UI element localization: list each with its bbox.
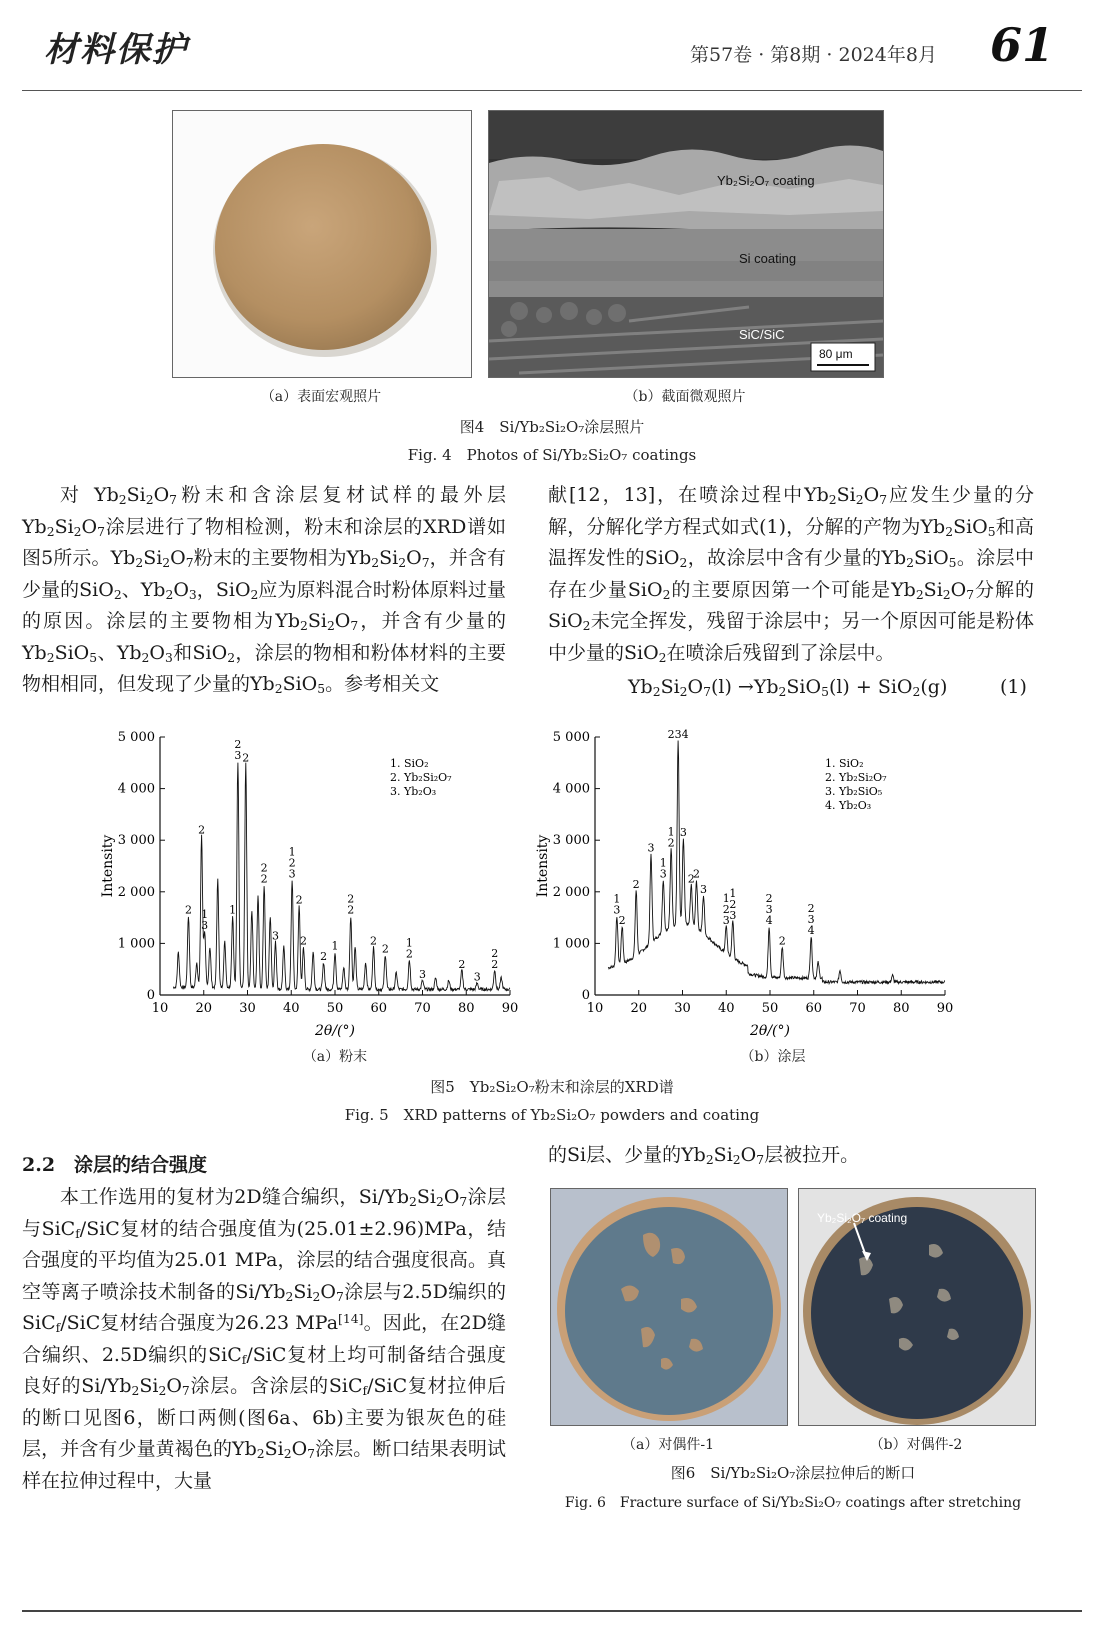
powder-peak-label: 2	[491, 946, 499, 960]
page-number: 61	[990, 18, 1055, 72]
coating-y-tick-label: 4 000	[552, 781, 590, 797]
powder-y-tick-label: 4 000	[117, 781, 155, 797]
coating-peak-label: 2	[778, 934, 786, 948]
coating-peak-label: 3	[729, 908, 737, 922]
powder-x-tick-label: 80	[457, 1001, 475, 1016]
coating-y-tick-label: 0	[581, 988, 590, 1003]
coating-peak-label: 3	[613, 903, 621, 917]
coating-series-line	[608, 741, 945, 984]
fig4-caption-cn: 图4 Si/Yb₂Si₂O₇涂层照片	[459, 418, 645, 436]
fig6-caption-en: Fig. 6 Fracture surface of Si/Yb₂Si₂O₇ coatings after stretching	[564, 1495, 1022, 1511]
coating-peak-label: 3	[659, 867, 667, 881]
coating-peak-label: 2	[687, 872, 695, 886]
issue-info: 第57卷 · 第8期 · 2024年8月	[690, 44, 937, 66]
coating-peak-label: 4	[807, 924, 815, 938]
coating-peak-label: 3	[722, 913, 730, 927]
coating-legend-entry: 2. Yb₂Si₂O₇	[825, 771, 887, 784]
coating-y-tick-label: 3 000	[552, 833, 590, 849]
powder-peak-label: 2	[491, 957, 499, 971]
powder-peak-label: 3	[419, 968, 426, 982]
coating-peak-label: 2	[618, 913, 626, 927]
fig4-caption-en: Fig. 4 Photos of Si/Yb₂Si₂O₇ coatings	[407, 446, 697, 464]
powder-peak-label: 1	[331, 939, 339, 953]
powder-x-tick-label: 40	[282, 1001, 300, 1016]
powder-x-tick-label: 30	[239, 1001, 256, 1016]
cross-section-image	[489, 111, 883, 377]
coating-peak-label: 3	[807, 913, 815, 927]
coating-x-tick-label: 30	[674, 1001, 691, 1016]
coating-peak-label: 2	[722, 902, 730, 916]
coating-peak-label: 1	[613, 892, 621, 906]
powder-x-tick-label: 60	[370, 1001, 388, 1016]
powder-legend-entry: 1. SiO₂	[390, 757, 429, 770]
powder-peak-label: 2	[184, 903, 192, 917]
coating-peak-label: 2	[807, 902, 815, 916]
footer-rule	[22, 1610, 1082, 1612]
powder-peak-label: 2	[347, 892, 355, 906]
fig4b-photo	[488, 110, 884, 378]
powder-peak-label: 3	[272, 929, 279, 943]
equation-number: (1)	[1000, 676, 1027, 698]
coating-legend-entry: 4. Yb₂O₃	[825, 799, 872, 812]
fig6-coating-label: Yb₂Si₂O₇ coating	[817, 1211, 908, 1225]
powder-y-axis-label: Intensity	[100, 834, 116, 898]
equation-1: $Yb_2Si_2O_7(l) \to Yb_2SiO_5(l) + SiO_2(g)$	[628, 676, 948, 700]
powder-peak-label: 3	[473, 970, 481, 984]
coating-peak-label: 3	[700, 882, 707, 896]
powder-peak-label: 1	[229, 903, 237, 917]
coating-peak-label: 1	[722, 891, 730, 905]
right-paragraph-2: 的Si层、少量的$Yb_2Si_2O_7$层被拉开。	[548, 1144, 860, 1168]
fig6a-subcaption: （a）对偶件-1	[622, 1437, 714, 1453]
powder-y-tick-label: 5 000	[117, 730, 155, 745]
coating-peak-label: 234	[667, 728, 689, 742]
powder-x-tick-label: 70	[414, 1001, 431, 1016]
powder-y-tick-label: 1 000	[117, 936, 155, 952]
powder-x-axis-label: 2θ/(°)	[315, 1023, 355, 1039]
fig6b-subcaption: （b）对偶件-2	[869, 1437, 963, 1453]
left-paragraph-1: 对 $Yb_2Si_2O_7$粉末和含涂层复材试样的最外层$Yb_2Si_2O_7$涂层进行了物相检测，粉末和涂层的XRD谱如图5所示。$Yb_2Si_2O_7$粉末的主要物相为$Yb_2Si_2O_7$，并含有少量的SiO$_2$、$Yb_2O_3$，SiO$_2$应为原料混合时粉体原料过量的原因。涂层的主要物相为$Yb_2Si_2O_7$，并含有少量的$Yb_2SiO_5$、$Yb_2O_3$和SiO$_2$，涂层的物相和粉体材料的主要物相相同，但发现了少量的$Yb_2SiO_5$。参考相关文	[22, 484, 506, 697]
powder-y-tick-label: 2 000	[117, 884, 155, 900]
fig5b-subcaption: （b）涂层	[740, 1049, 806, 1065]
powder-series-line	[173, 763, 510, 991]
powder-y-tick-label: 0	[146, 988, 155, 1003]
powder-peak-label: 2	[260, 872, 268, 886]
journal-logo: 材料保护	[44, 30, 188, 70]
coating-x-axis-label: 2θ/(°)	[750, 1023, 790, 1039]
coating-legend-entry: 1. SiO₂	[825, 757, 864, 770]
coating-peak-label: 3	[647, 841, 655, 855]
coating-peak-label: 3	[765, 902, 773, 916]
coating-y-axis-label: Intensity	[535, 834, 551, 898]
coating-x-tick-label: 50	[761, 1001, 779, 1016]
powder-peak-label: 1	[405, 936, 413, 950]
powder-peak-label: 3	[234, 748, 242, 762]
powder-x-tick-label: 20	[195, 1001, 213, 1016]
coating-x-tick-label: 90	[936, 1001, 954, 1016]
fig6-caption-cn: 图6 Si/Yb₂Si₂O₇涂层拉伸后的断口	[670, 1464, 916, 1482]
coating-x-tick-label: 60	[805, 1001, 823, 1016]
coating-peak-label: 1	[729, 886, 737, 900]
powder-peak-label: 2	[260, 861, 268, 875]
coating-x-tick-label: 20	[630, 1001, 648, 1016]
powder-peak-label: 1	[288, 845, 296, 859]
fig6a-photo	[550, 1188, 788, 1426]
fracture-surface-1-image	[551, 1189, 787, 1425]
coating-peak-label: 2	[693, 867, 700, 881]
powder-peak-label: 2	[458, 957, 466, 971]
powder-peak-label: 2	[370, 934, 377, 948]
powder-x-tick-label: 10	[151, 1001, 169, 1016]
powder-peak-label: 2	[198, 823, 206, 837]
powder-x-tick-label: 50	[326, 1001, 344, 1016]
powder-peak-label: 2	[242, 751, 250, 765]
fig5-caption-cn: 图5 Yb₂Si₂O₇粉末和涂层的XRD谱	[430, 1078, 674, 1096]
coating-x-tick-label: 10	[586, 1001, 604, 1016]
right-paragraph-1: 献[12，13]，在喷涂过程中$Yb_2Si_2O_7$应发生少量的分解，分解化学方程式如式(1)，分解的产物为$Yb_2SiO_5$和高温挥发性的SiO$_2$，故涂层中含有少量的$Yb_2SiO_5$。涂层中存在少量SiO$_2$的主要原因第一个可能是$Yb_2Si_2O_7$分解的SiO$_2$未完全挥发，残留于涂层中；另一个原因可能是粉体中少量的SiO$_2$在喷涂后残留到了涂层中。	[548, 484, 1034, 665]
powder-peak-label: 1	[201, 908, 209, 922]
powder-peak-label: 2	[347, 903, 355, 917]
powder-peak-label: 2	[300, 934, 307, 948]
fig6b-photo	[798, 1188, 1036, 1426]
fig4b-subcaption: （b）截面微观照片	[624, 389, 746, 405]
label-yb-coating: Yb₂Si₂O₇ coating	[717, 173, 815, 188]
coating-x-tick-label: 80	[892, 1001, 910, 1016]
left-paragraph-2: 本工作选用的复材为2D缝合编织，$Si/Yb_2Si_2O_7$涂层与SiC$_f$/SiC复材的结合强度值为(25.01±2.96)MPa，结合强度的平均值为25.01 MPa，涂层的结合强度很高。真空等离子喷涂技术制备的$Si/Yb_2Si_2O_7$涂层与2.5D编织的SiC$_f$/SiC复材结合强度为26.23 MPa[14]。因此，在2D缝合编织、2.5D编织的SiC$_f$/SiC复材上均可制备结合强度良好的$Si/Yb_2Si_2O_7$涂层。含涂层的SiC$_f$/SiC复材拉伸后的断口见图6，断口两侧(图6a、6b)主要为银灰色的硅层，并含有少量黄褐色的$Yb_2Si_2O_7$涂层。断口结果表明试样在拉伸过程中，大量	[22, 1186, 507, 1492]
powder-peak-label: 3	[288, 867, 296, 881]
powder-x-tick-label: 90	[501, 1001, 519, 1016]
label-sic: SiC/SiC	[739, 327, 785, 342]
powder-peak-label: 2	[295, 893, 303, 907]
coating-peak-label: 2	[667, 836, 675, 850]
coating-y-tick-label: 2 000	[552, 884, 590, 900]
coating-peak-label: 4	[765, 913, 773, 927]
coating-peak-label: 1	[659, 856, 667, 870]
coating-peak-label: 3	[679, 826, 687, 840]
xrd-chart-coating	[530, 725, 960, 1040]
powder-peak-label: 2	[405, 947, 413, 961]
header-rule	[22, 90, 1082, 91]
coating-y-tick-label: 1 000	[552, 936, 590, 952]
fig5-caption-en: Fig. 5 XRD patterns of Yb₂Si₂O₇ powders and coating	[344, 1106, 760, 1124]
fig4a-photo	[172, 110, 472, 378]
coating-peak-label: 2	[765, 891, 773, 905]
powder-y-tick-label: 3 000	[117, 833, 155, 849]
powder-peak-label: 2	[288, 856, 296, 870]
powder-peak-label: 2	[320, 950, 328, 964]
coating-peak-label: 1	[667, 825, 675, 839]
section-heading: 2.2 涂层的结合强度	[22, 1154, 208, 1176]
coating-x-tick-label: 40	[717, 1001, 735, 1016]
powder-legend-entry: 2. Yb₂Si₂O₇	[390, 771, 452, 784]
fig4a-subcaption: （a）表面宏观照片	[260, 389, 382, 405]
coating-y-tick-label: 5 000	[552, 730, 590, 745]
powder-peak-label: 2	[234, 737, 242, 751]
powder-peak-label: 2	[381, 942, 389, 956]
powder-legend-entry: 3. Yb₂O₃	[390, 785, 437, 798]
coating-peak-label: 2	[632, 877, 640, 891]
coating-peak-label: 2	[729, 897, 737, 911]
label-si-coating: Si coating	[739, 251, 797, 266]
scale-bar-label: 80 μm	[819, 347, 853, 361]
fig5a-subcaption: （a）粉末	[302, 1049, 368, 1065]
xrd-chart-powder	[95, 725, 525, 1040]
coating-legend-entry: 3. Yb₂SiO₅	[825, 785, 883, 798]
powder-peak-label: 3	[201, 919, 209, 933]
coated-disc-image	[173, 111, 471, 377]
coating-x-tick-label: 70	[849, 1001, 866, 1016]
